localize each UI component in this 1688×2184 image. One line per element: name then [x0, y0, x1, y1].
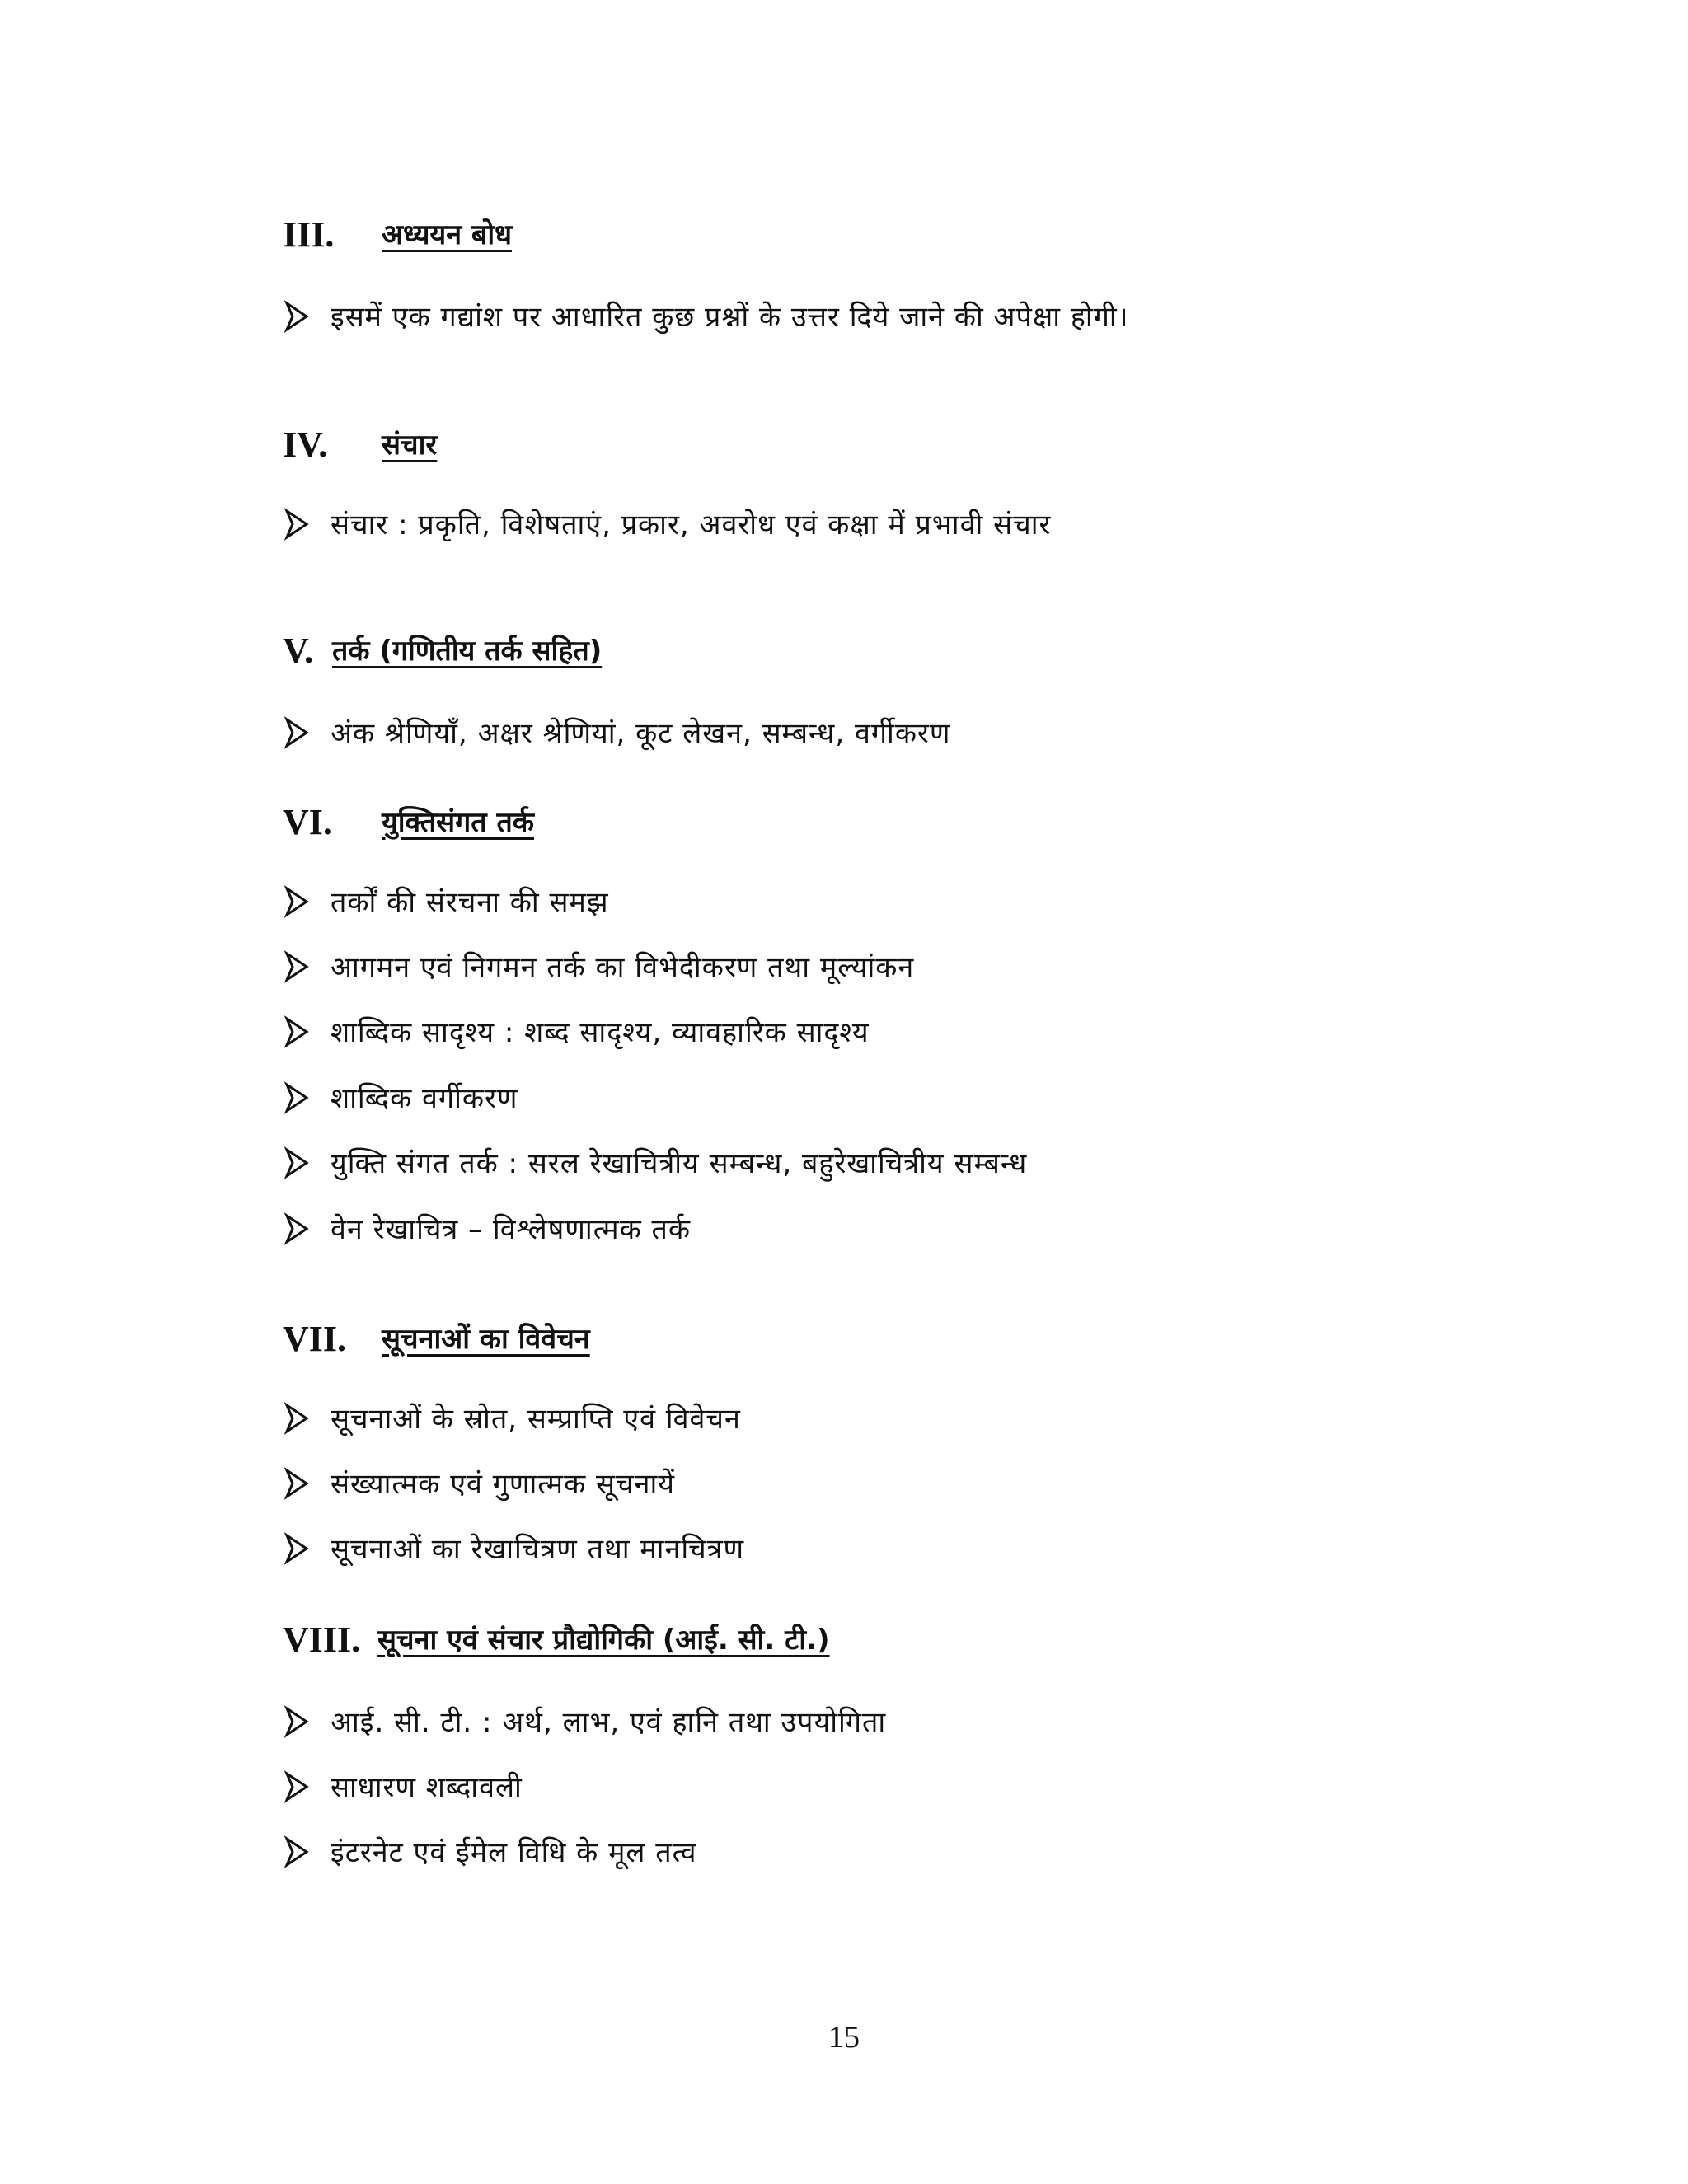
section-viii	[283, 1617, 1519, 1869]
arrow-bullet-icon	[284, 1532, 309, 1565]
section-heading	[283, 1617, 1519, 1663]
list-item-text: सूचनाओं के स्रोत, सम्प्राप्ति एवं विवेचन	[331, 1403, 741, 1436]
arrow-bullet-icon	[284, 1770, 309, 1803]
section-title: युक्तिसंगत तर्क	[382, 806, 534, 839]
list-item-text: आई. सी. टी. : अर्थ, लाभ, एवं हानि तथा उपयोगिता	[331, 1706, 887, 1739]
arrow-bullet-icon	[284, 1015, 309, 1048]
arrow-bullet-icon	[284, 716, 309, 749]
section-heading	[283, 1316, 1519, 1362]
list-item-text: शाब्दिक वर्गीकरण	[331, 1082, 518, 1115]
page-number: 15	[828, 2020, 860, 2055]
arrow-bullet-icon	[284, 1212, 309, 1245]
list-item-text: सूचनाओं का रेखाचित्रण तथा मानचित्रण	[331, 1533, 745, 1566]
list-item-text: इसमें एक गद्यांश पर आधारित कुछ प्रश्नों के उत्तर दिये जाने की अपेक्षा होगी।	[331, 301, 1129, 334]
list-item-text: अंक श्रेणियाँ, अक्षर श्रेणियां, कूट लेखन, सम्बन्ध, वर्गीकरण	[331, 717, 951, 750]
list-item-text: वेन रेखाचित्र – विश्लेषणात्मक तर्क	[331, 1213, 691, 1246]
section-numeral: IV.	[283, 424, 328, 465]
section-heading	[283, 212, 1519, 258]
section-title: सूचना एवं संचार प्रौद्योगिकी (आई. सी. टी.)	[377, 1624, 830, 1657]
arrow-bullet-icon	[284, 1835, 309, 1868]
section-v	[283, 628, 1519, 750]
section-iv	[283, 422, 1519, 541]
arrow-bullet-icon	[284, 885, 309, 918]
list-item-text: संचार : प्रकृति, विशेषताएं, प्रकार, अवरोध एवं कक्षा में प्रभावी संचार	[331, 509, 1052, 541]
arrow-bullet-icon	[284, 1467, 309, 1500]
list-item-text: आगमन एवं निगमन तर्क का विभेदीकरण तथा मूल्यांकन	[331, 951, 915, 984]
arrow-bullet-icon	[284, 1402, 309, 1435]
arrow-bullet-icon	[284, 1705, 309, 1738]
section-heading	[283, 799, 1519, 846]
section-numeral: VI.	[283, 802, 332, 842]
section-iii	[283, 212, 1519, 334]
section-vi	[283, 799, 1519, 1246]
section-heading	[283, 422, 1519, 468]
arrow-bullet-icon	[284, 950, 309, 983]
arrow-bullet-icon	[284, 508, 309, 541]
arrow-bullet-icon	[284, 300, 309, 333]
section-numeral: V.	[283, 630, 314, 671]
list-item-text: साधारण शब्दावली	[331, 1771, 523, 1804]
arrow-bullet-icon	[284, 1081, 309, 1114]
section-title: अध्ययन बोध	[382, 218, 513, 251]
section-title: सूचनाओं का विवेचन	[382, 1323, 590, 1356]
section-title: संचार	[382, 429, 438, 462]
section-heading	[283, 628, 1519, 674]
section-numeral: III.	[283, 214, 335, 255]
section-title: तर्क (गणितीय तर्क सहित)	[332, 635, 603, 668]
section-numeral: VIII.	[283, 1619, 361, 1660]
list-item-text: इंटरनेट एवं ईमेल विधि के मूल तत्व	[331, 1836, 697, 1869]
list-item-text: संख्यात्मक एवं गुणात्मक सूचनायें	[331, 1468, 676, 1501]
arrow-bullet-icon	[284, 1146, 309, 1179]
list-item-text: युक्ति संगत तर्क : सरल रेखाचित्रीय सम्बन्ध, बहुरेखाचित्रीय सम्बन्ध	[331, 1147, 1028, 1180]
list-item-text: शाब्दिक सादृश्य : शब्द सादृश्य, व्यावहारिक सादृश्य	[331, 1016, 870, 1049]
section-numeral: VII.	[283, 1319, 347, 1359]
list-item-text: तर्कों की संरचना की समझ	[331, 886, 609, 919]
section-vii	[283, 1316, 1519, 1566]
